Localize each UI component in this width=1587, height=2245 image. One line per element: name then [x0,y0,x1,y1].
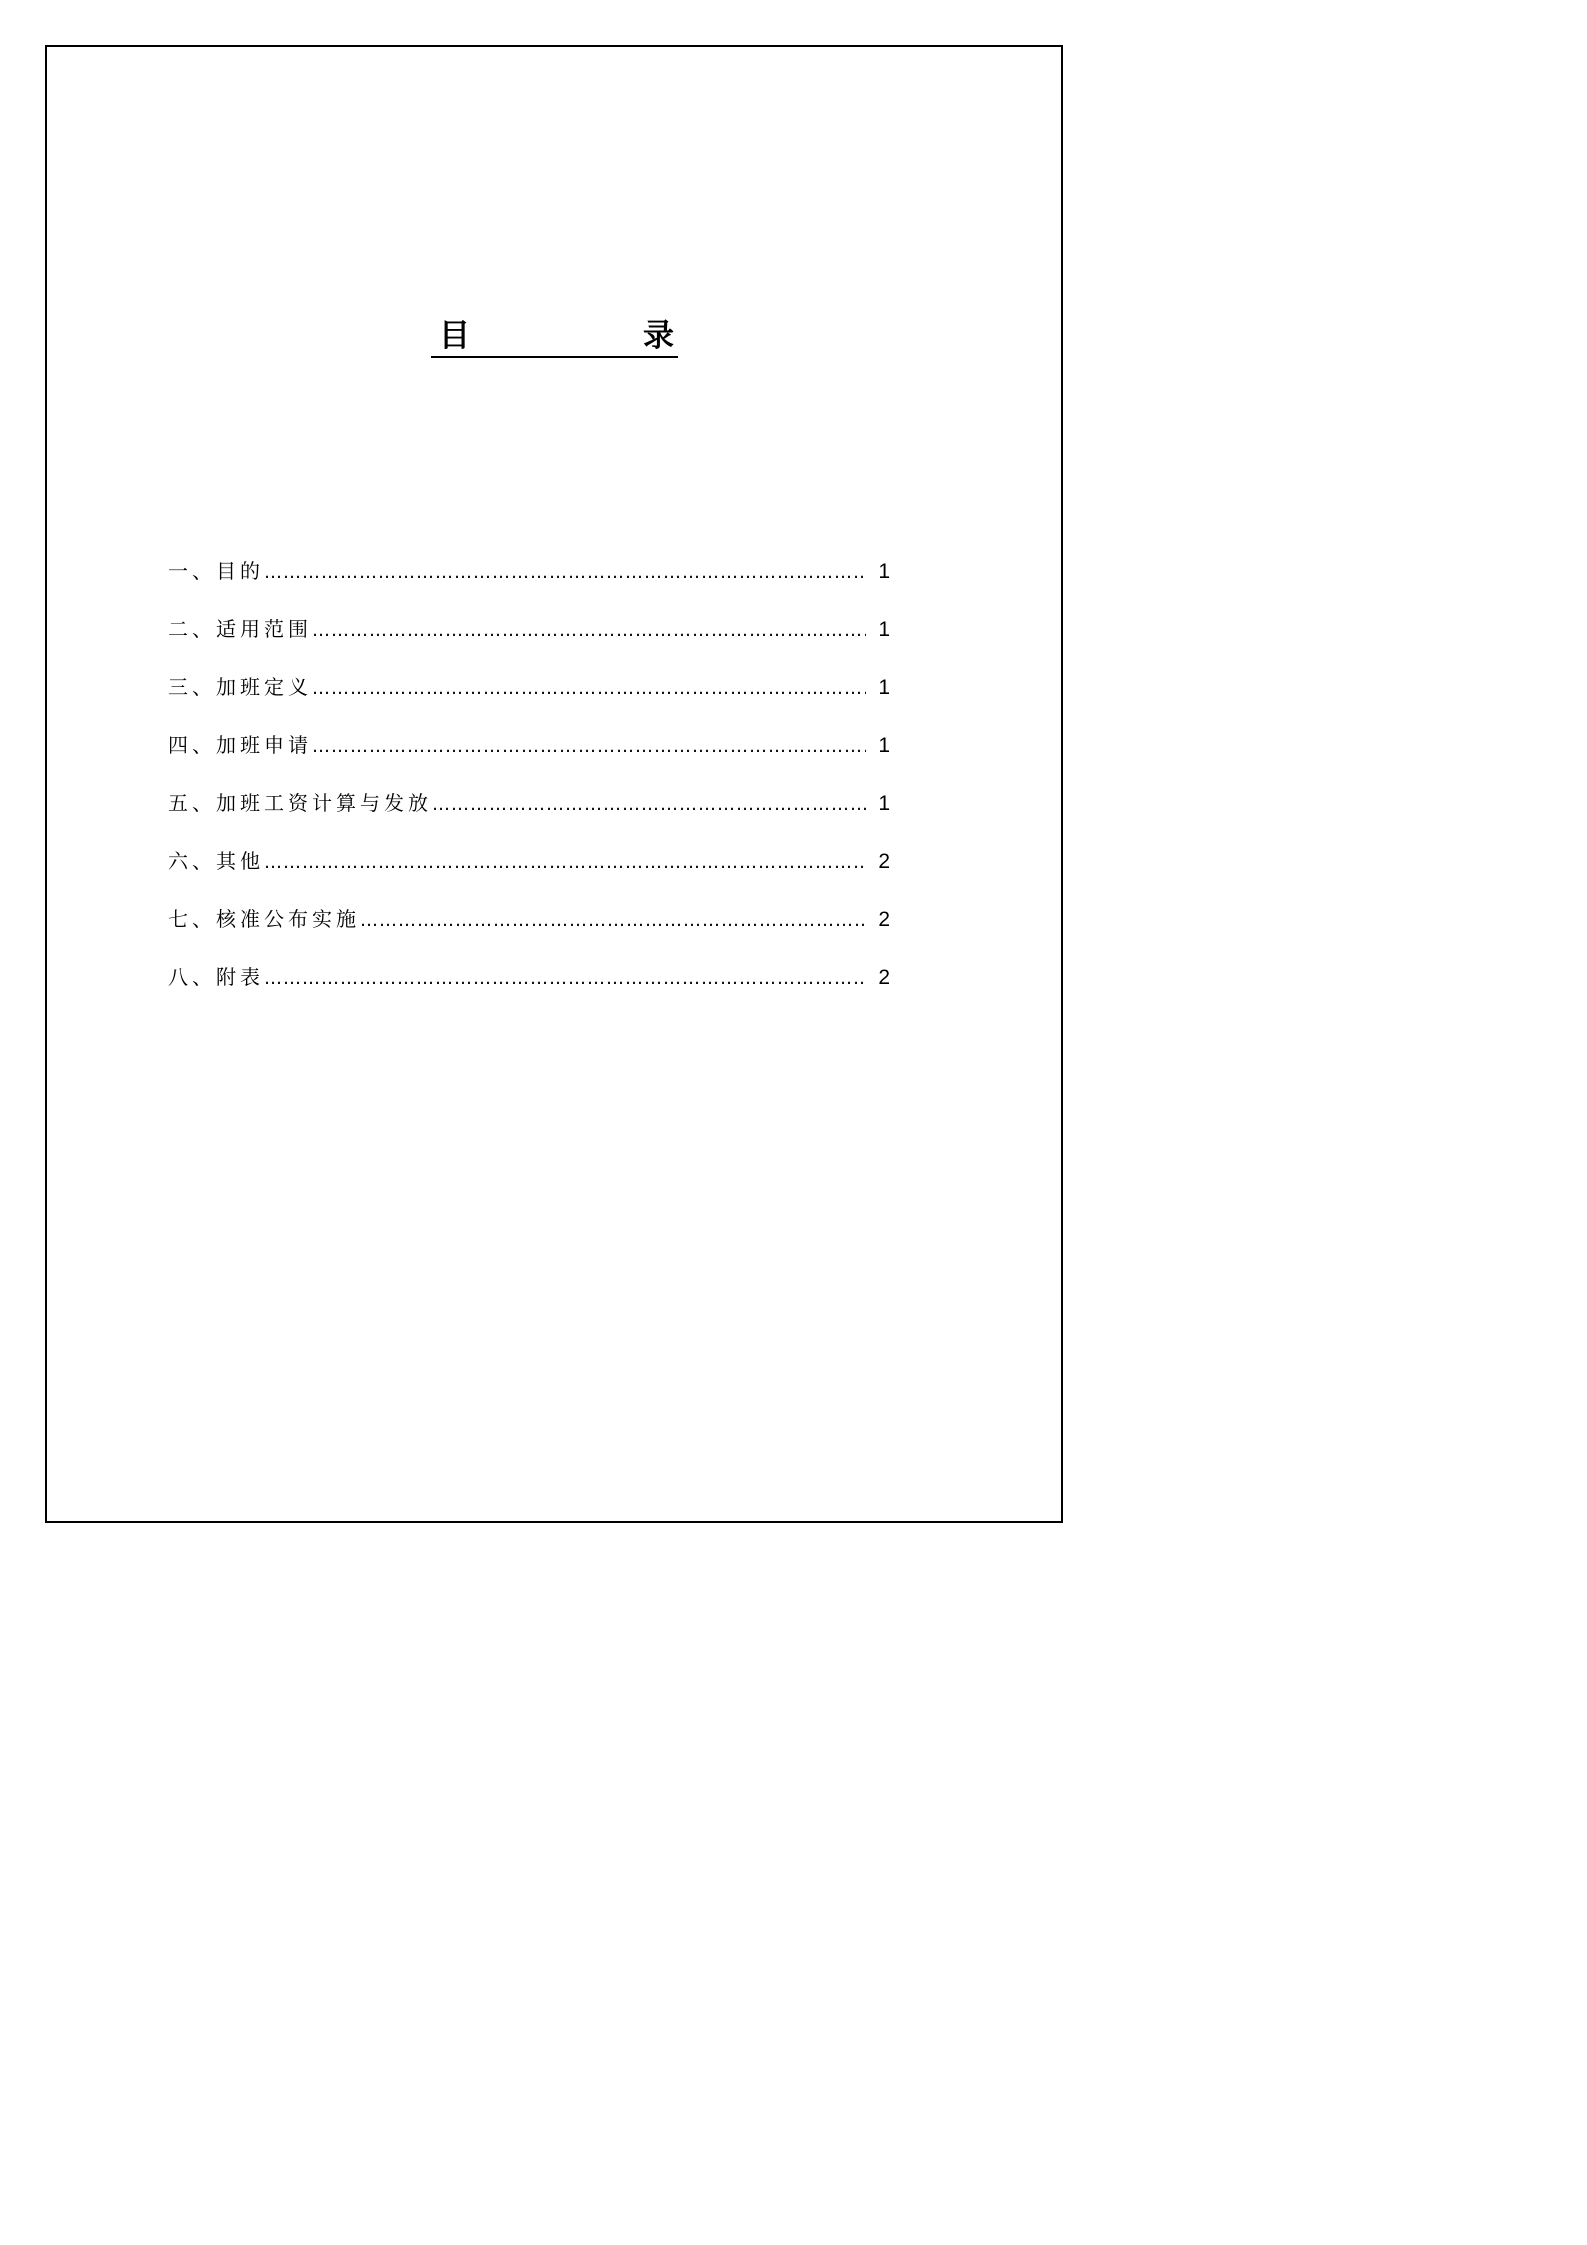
toc-entry[interactable] [168,727,890,785]
toc-leader-dots [264,961,866,997]
toc-entry-page: 1 [878,734,890,757]
toc-leader-dots [360,903,866,939]
toc-entry-page: 1 [878,618,890,641]
toc-entry-page: 1 [878,792,890,815]
toc-entry-label: 七、核准公布实施 [168,907,360,931]
toc-entry-page: 1 [878,676,890,699]
toc-entry[interactable] [168,611,890,669]
toc-entry-label: 二、适用范围 [168,617,312,641]
toc-entry-page: 2 [878,908,890,931]
toc-leader-dots [312,613,866,649]
toc-entry[interactable] [168,901,890,959]
toc-leader-dots [264,555,866,591]
toc-title-char-1: 目 [439,318,470,354]
toc-leader-dots [312,671,866,707]
toc-entry[interactable] [168,669,890,727]
toc-entry[interactable] [168,785,890,843]
toc-entry-label: 五、加班工资计算与发放 [168,791,432,815]
toc-title-char-2: 录 [643,318,674,354]
toc-leader-dots [432,787,866,823]
toc-leader-dots [264,845,866,881]
toc-entry-label: 八、附表 [168,965,264,989]
toc-title [431,318,678,358]
toc-entry-page: 2 [878,966,890,989]
toc-entry[interactable] [168,553,890,611]
toc-entry[interactable] [168,959,890,1017]
toc-list [168,553,890,1017]
toc-entry-page: 1 [878,560,890,583]
toc-entry-label: 一、目的 [168,559,264,583]
toc-entry-label: 四、加班申请 [168,733,312,757]
toc-leader-dots [312,729,866,765]
toc-entry-label: 三、加班定义 [168,675,312,699]
toc-entry-label: 六、其他 [168,849,264,873]
toc-entry-page: 2 [878,850,890,873]
toc-entry[interactable] [168,843,890,901]
